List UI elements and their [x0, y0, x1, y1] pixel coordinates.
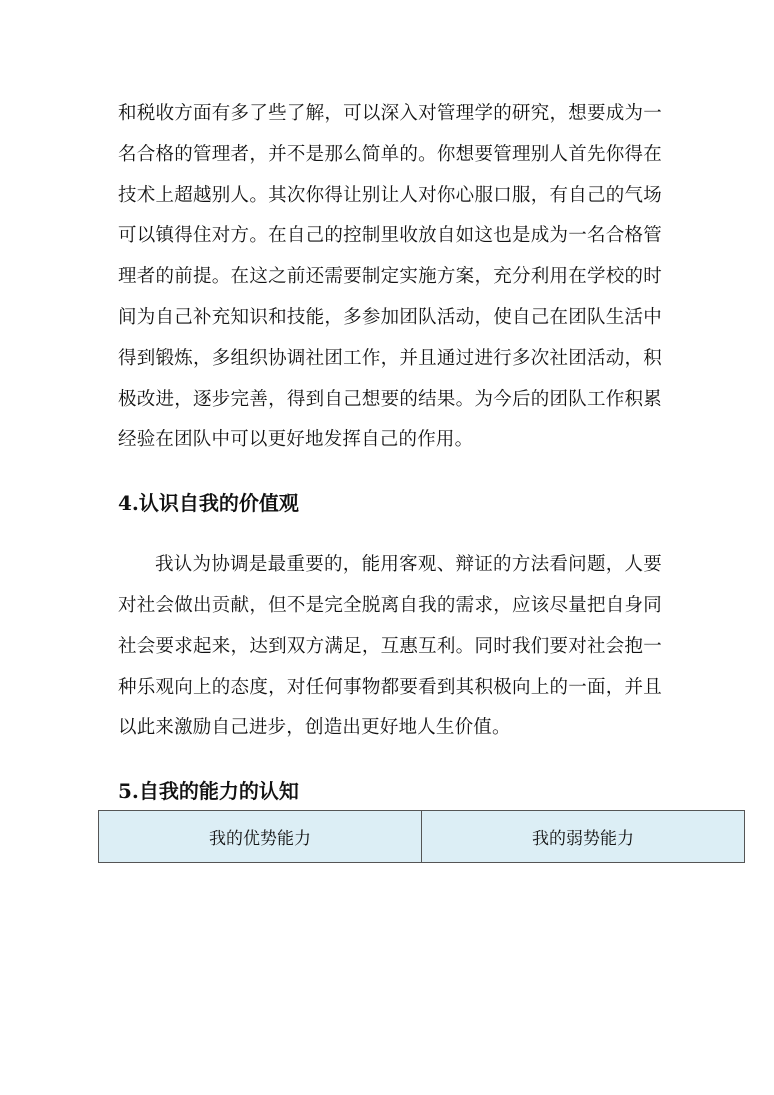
weaknesses-column-header: 我的弱势能力: [422, 811, 745, 863]
ability-table: [98, 810, 745, 863]
strengths-column-header: 我的优势能力: [99, 811, 422, 863]
ability-table-header-row: [99, 811, 745, 863]
paragraph-management: 和税收方面有多了些了解，可以深入对管理学的研究，想要成为一名合格的管理者，并不是那么简单的。你想要管理别人首先你得在技术上超越别人。其次你得让别让人对你心服口服，有自己的气场可以镇得住对方。在自己的控制里收放自如这也是成为一名合格管理者的前提。在这之前还需要制定实施方案，充分利用在学校的时间为自己补充知识和技能，多参加团队活动，使自己在团队生活中得到锻炼，多组织协调社团工作，并且通过进行多次社团活动，积极改进，逐步完善，得到自己想要的结果。为今后的团队工作积累经验在团队中可以更好地发挥自己的作用。: [118, 103, 662, 451]
document-content: [118, 94, 662, 805]
section-heading-abilities: 5.自我的能力的认知: [118, 779, 299, 804]
paragraph-values: 我认为协调是最重要的，能用客观、辩证的方法看问题，人要对社会做出贡献，但不是完全脱离自我的需求，应该尽量把自身同社会要求起来，达到双方满足，互惠互利。同时我们要对社会抱一种乐观向上的态度，对任何事物都要看到其积极向上的一面，并且以此来激励自己进步，创造出更好地人生价值。: [118, 554, 662, 739]
section-heading-values: 4.认识自我的价值观: [118, 491, 299, 516]
